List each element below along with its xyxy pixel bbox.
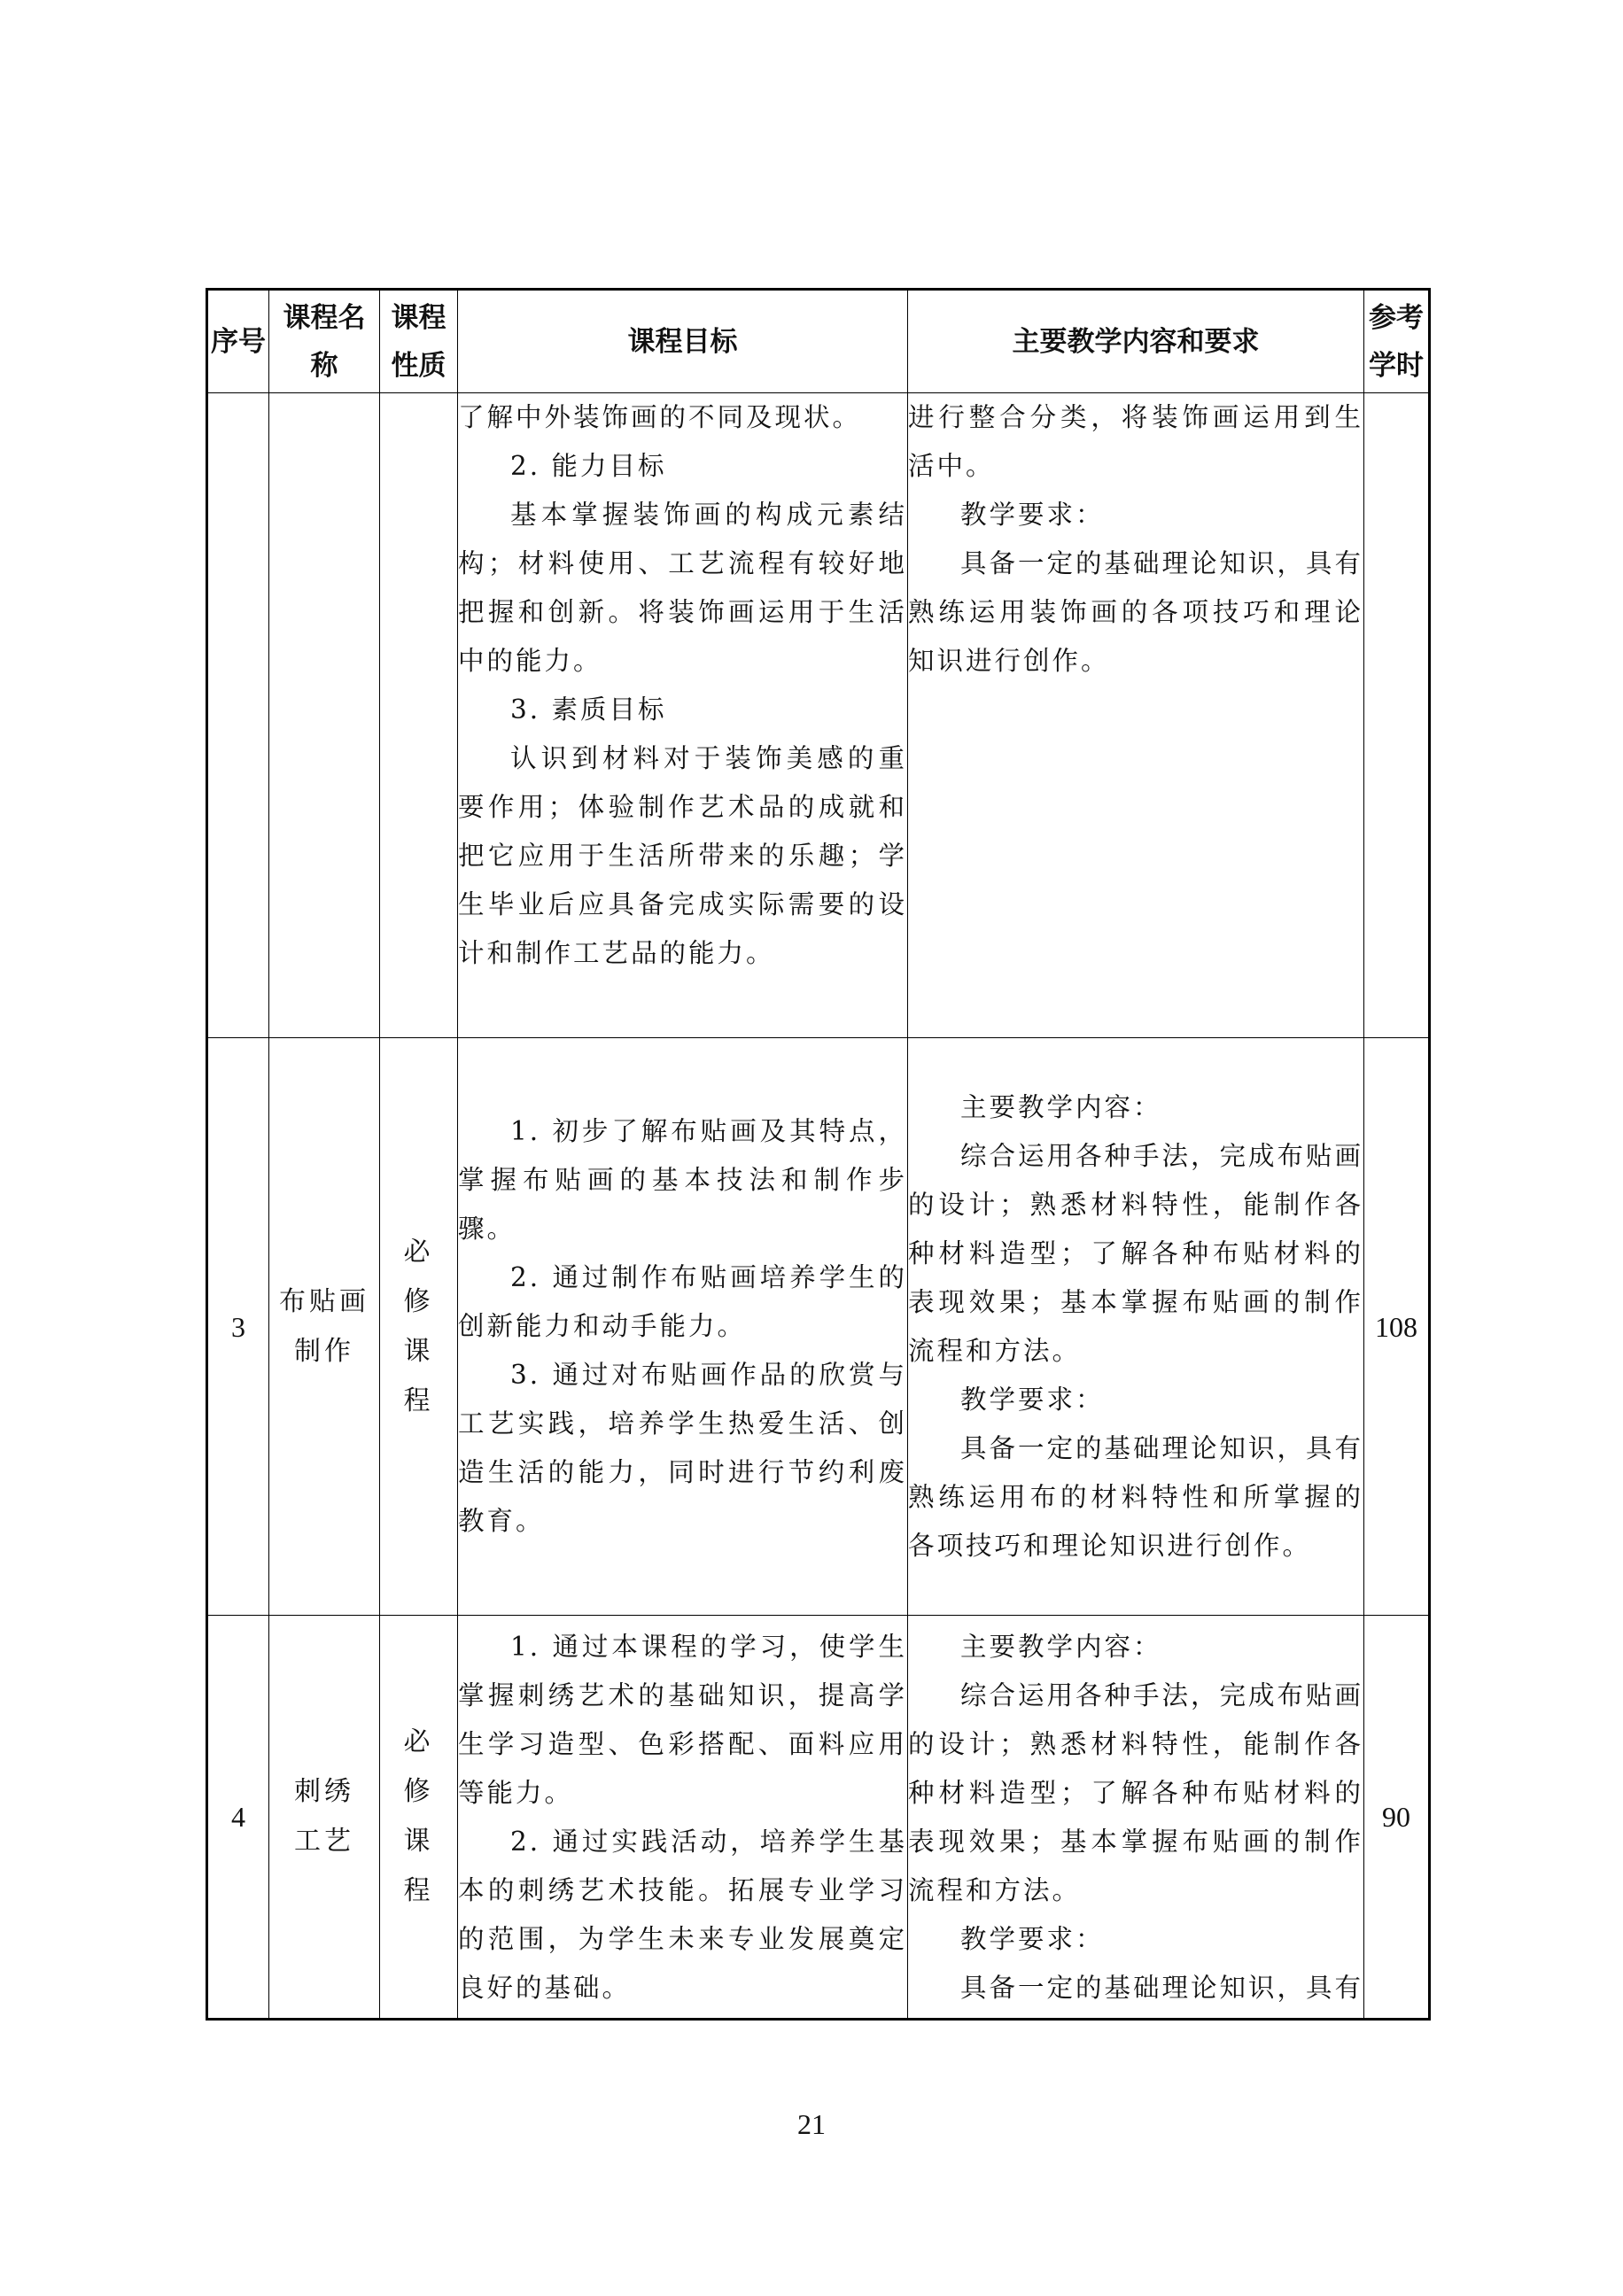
cell-course-goal xyxy=(458,393,908,1038)
content-paragraph: 具备一定的基础理论知识，具有 xyxy=(960,1973,1364,2003)
header-seq: 序号 xyxy=(207,290,269,393)
cell-hours: 108 xyxy=(1364,1038,1430,1616)
cell-course-goal xyxy=(458,1616,908,2020)
content-paragraph: 教学要求： xyxy=(960,1924,1105,1954)
cell-seq: 3 xyxy=(207,1038,269,1616)
course-nature-char: 修 xyxy=(403,1285,434,1317)
cell-course-nature xyxy=(380,1038,458,1616)
header-course-nature-line2: 性质 xyxy=(391,349,447,382)
header-teaching-content: 主要教学内容和要求 xyxy=(908,290,1364,393)
goal-paragraph: 基本掌握装饰画的构成元素结构；材料使用、工艺流程有较好地把握和创新。将装饰画运用于生活中的能力。 xyxy=(458,500,907,676)
content-paragraph: 教学要求： xyxy=(960,1384,1105,1415)
course-nature-char: 必 xyxy=(403,1236,434,1268)
goal-paragraph: 2. 通过实践活动，培养学生基本的刺绣艺术技能。拓展专业学习的范围，为学生未来专业发展奠定良好的基础。 xyxy=(458,1827,907,2003)
cell-hours: 90 xyxy=(1364,1616,1430,2020)
header-hours-line1: 参考 xyxy=(1369,301,1424,334)
content-paragraph: 具备一定的基础理论知识，具有熟练运用装饰画的各项技巧和理论知识进行创作。 xyxy=(908,548,1364,676)
goal-paragraph: 认识到材料对于装饰美感的重要作用；体验制作艺术品的成就和把它应用于生活所带来的乐趣；学生毕业后应具备完成实际需要的设计和制作工艺品的能力。 xyxy=(458,743,907,968)
cell-course-name xyxy=(269,1616,380,2020)
cell-seq xyxy=(207,393,269,1038)
course-nature-char: 程 xyxy=(403,1875,434,1906)
cell-teaching-content xyxy=(908,1038,1364,1616)
content-paragraph: 综合运用各种手法，完成布贴画的设计；熟悉材料特性，能制作各种材料造型；了解各种布贴材料的表现效果；基本掌握布贴画的制作流程和方法。 xyxy=(908,1680,1364,1905)
table-row xyxy=(207,393,1430,1038)
cell-course-name xyxy=(269,393,380,1038)
header-course-goal: 课程目标 xyxy=(458,290,908,393)
cell-course-goal xyxy=(458,1038,908,1616)
content-paragraph: 进行整合分类，将装饰画运用到生活中。 xyxy=(908,402,1363,481)
header-course-nature-line1: 课程 xyxy=(391,301,447,334)
content-paragraph: 主要教学内容： xyxy=(960,1632,1162,1662)
header-hours-line2: 学时 xyxy=(1369,349,1424,382)
cell-hours xyxy=(1364,393,1430,1038)
course-name-line2: 制作 xyxy=(294,1335,354,1367)
course-name-line1: 布贴画 xyxy=(279,1285,369,1317)
page-number: 21 xyxy=(797,2108,826,2140)
cell-seq: 4 xyxy=(207,1616,269,2020)
content-paragraph: 综合运用各种手法，完成布贴画的设计；熟悉材料特性，能制作各种材料造型；了解各种布贴材料的表现效果；基本掌握布贴画的制作流程和方法。 xyxy=(908,1140,1364,1366)
header-hours xyxy=(1364,290,1430,393)
course-table xyxy=(206,288,1431,2021)
course-nature-char: 课 xyxy=(403,1335,434,1367)
header-course-name xyxy=(269,290,380,393)
header-course-name-line2: 称 xyxy=(310,349,338,382)
goal-paragraph: 1. 初步了解布贴画及其特点，掌握布贴画的基本技法和制作步骤。 xyxy=(458,1116,907,1244)
content-paragraph: 具备一定的基础理论知识，具有熟练运用布的材料特性和所掌握的各项技巧和理论知识进行创作。 xyxy=(908,1432,1364,1561)
course-nature-char: 程 xyxy=(403,1385,434,1416)
table-row xyxy=(207,1616,1430,2020)
cell-teaching-content xyxy=(908,393,1364,1038)
cell-course-nature xyxy=(380,393,458,1038)
course-nature-char: 修 xyxy=(403,1776,434,1807)
header-row xyxy=(207,290,1430,393)
goal-paragraph: 2. 通过制作布贴画培养学生的创新能力和动手能力。 xyxy=(458,1262,907,1341)
cell-course-nature xyxy=(380,1616,458,2020)
course-nature-char: 必 xyxy=(403,1726,434,1757)
content-paragraph: 教学要求： xyxy=(960,500,1105,530)
goal-paragraph: 3. 素质目标 xyxy=(510,694,667,725)
table-row xyxy=(207,1038,1430,1616)
header-course-nature xyxy=(380,290,458,393)
cell-course-name xyxy=(269,1038,380,1616)
course-nature-char: 课 xyxy=(403,1826,434,1857)
content-paragraph: 主要教学内容： xyxy=(960,1091,1162,1122)
course-name-line1: 刺绣 xyxy=(294,1776,354,1807)
cell-teaching-content xyxy=(908,1616,1364,2020)
goal-paragraph: 3. 通过对布贴画作品的欣赏与工艺实践，培养学生热爱生活、创造生活的能力，同时进行节约利废教育。 xyxy=(458,1360,907,1536)
goal-paragraph: 了解中外装饰画的不同及现状。 xyxy=(458,402,862,432)
goal-paragraph: 2. 能力目标 xyxy=(510,451,667,481)
course-name-line2: 工艺 xyxy=(294,1826,354,1857)
goal-paragraph: 1. 通过本课程的学习，使学生掌握刺绣艺术的基础知识，提高学生学习造型、色彩搭配、面料应用等能力。 xyxy=(458,1632,907,1808)
header-course-name-line1: 课程名 xyxy=(283,301,366,334)
